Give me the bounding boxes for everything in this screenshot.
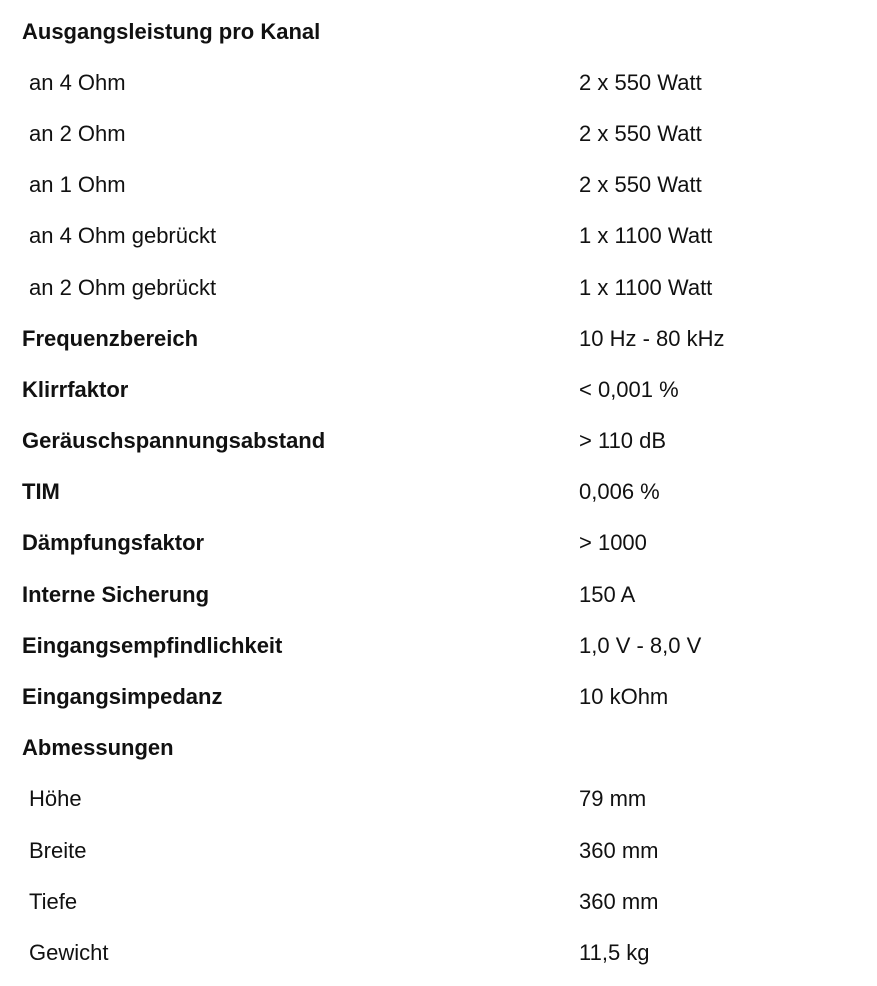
spec-value: 2 x 550 Watt <box>579 172 702 198</box>
spec-row <box>22 160 862 211</box>
spec-value: > 110 dB <box>579 428 667 454</box>
spec-label: TIM <box>22 479 60 505</box>
spec-row <box>22 825 862 876</box>
spec-label: Geräuschspannungsabstand <box>22 428 326 454</box>
spec-label: Klirrfaktor <box>22 376 129 402</box>
spec-label: Frequenzbereich <box>22 325 199 351</box>
spec-label: Dämpfungsfaktor <box>22 530 205 556</box>
spec-value: 1,0 V - 8,0 V <box>579 632 702 658</box>
spec-value: 150 A <box>579 581 636 607</box>
spec-value: 1 x 1100 Watt <box>579 274 713 300</box>
spec-label: Breite <box>29 837 87 863</box>
spec-value: > 1000 <box>579 530 647 556</box>
spec-value: 1 x 1100 Watt <box>579 223 713 249</box>
spec-row <box>22 57 862 108</box>
spec-value: 360 mm <box>579 888 659 914</box>
spec-row <box>22 262 862 313</box>
spec-table <box>22 6 862 979</box>
spec-row <box>22 569 862 620</box>
spec-label: an 4 Ohm gebrückt <box>29 223 217 249</box>
spec-row <box>22 774 862 825</box>
spec-row <box>22 467 862 518</box>
spec-row <box>22 6 862 57</box>
spec-value: 79 mm <box>579 786 647 812</box>
spec-label: an 2 Ohm gebrückt <box>29 274 217 300</box>
spec-label: an 2 Ohm <box>29 120 126 146</box>
spec-label: an 1 Ohm <box>29 172 126 198</box>
spec-row <box>22 211 862 262</box>
spec-value: 2 x 550 Watt <box>579 120 702 146</box>
spec-row <box>22 313 862 364</box>
spec-row <box>22 108 862 159</box>
spec-value: 0,006 % <box>579 479 660 505</box>
spec-row <box>22 723 862 774</box>
spec-label: Eingangsempfindlichkeit <box>22 632 283 658</box>
spec-value: 11,5 kg <box>579 939 650 965</box>
spec-label: Höhe <box>29 786 82 812</box>
spec-row <box>22 416 862 467</box>
spec-row <box>22 620 862 671</box>
spec-label: Tiefe <box>29 888 78 914</box>
spec-label: Gewicht <box>29 939 109 965</box>
spec-label: Abmessungen <box>22 735 174 761</box>
spec-label: an 4 Ohm <box>29 69 126 95</box>
spec-label: Interne Sicherung <box>22 581 210 607</box>
spec-row <box>22 876 862 927</box>
spec-row <box>22 364 862 415</box>
spec-row <box>22 518 862 569</box>
spec-row <box>22 927 862 978</box>
spec-value: 360 mm <box>579 837 659 863</box>
spec-value: 10 kOhm <box>579 684 669 710</box>
spec-value: < 0,001 % <box>579 376 679 402</box>
spec-label: Eingangsimpedanz <box>22 684 223 710</box>
spec-row <box>22 671 862 722</box>
spec-value: 2 x 550 Watt <box>579 69 702 95</box>
spec-value: 10 Hz - 80 kHz <box>579 325 725 351</box>
spec-label: Ausgangsleistung pro Kanal <box>22 18 321 44</box>
